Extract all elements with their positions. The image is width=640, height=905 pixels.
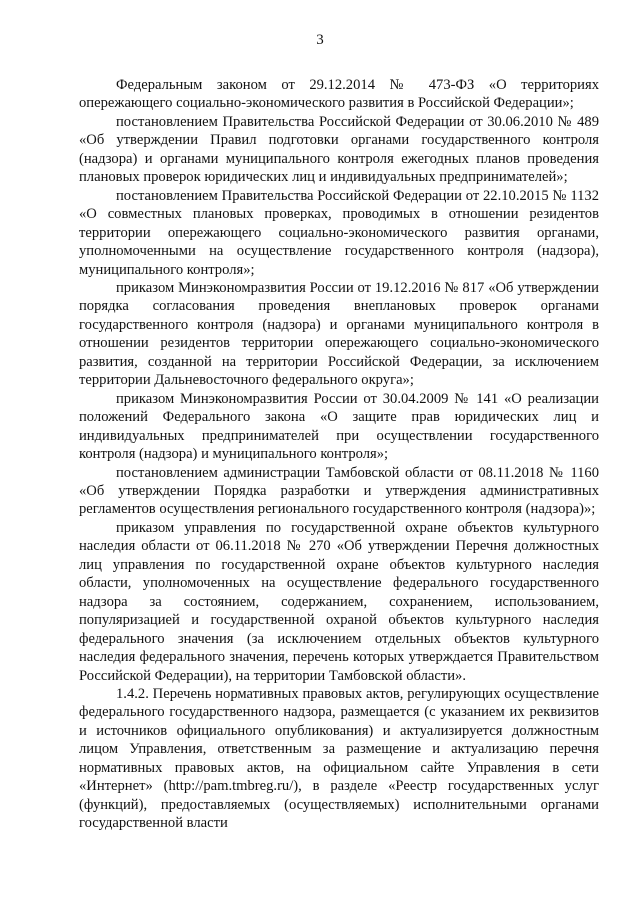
paragraph-federal-law-473: Федеральным законом от 29.12.2014 № 473-ФЗ «О территориях опережающего социально-экономического развития в Российской Федерации»;	[79, 77, 599, 112]
document-body	[79, 76, 599, 833]
paragraph-resolution-1160: постановлением администрации Тамбовской области от 08.11.2018 № 1160 «Об утверждении Порядка разработки и утверждения административных регламентов осуществления регионального государственного контроля (надзора)»;	[79, 464, 599, 518]
paragraph-resolution-489: постановлением Правительства Российской Федерации от 30.06.2010 № 489 «Об утверждении Правил подготовки органами государственного контроля (надзора) и органами муниципального контроля ежегодных планов проведения плановых проверок юридических лиц и индивидуальных предпринимателей»;	[79, 113, 599, 186]
paragraph-order-817: приказом Минэкономразвития России от 19.12.2016 № 817 «Об утверждении порядка согласования проведения внеплановых проверок органами государственного контроля (надзора) и органами муниципального контроля в отношении резидентов территории опережающего социально-экономического развития, созданной на территории Российской Федерации, за исключением территории Дальневосточного федерального округа»;	[79, 279, 599, 389]
paragraph-order-270: приказом управления по государственной охране объектов культурного наследия области от 06.11.2018 № 270 «Об утверждении Перечня должностных лиц управления по государственной охране объектов культурного наследия области, уполномоченных на осуществление федерального государственного надзора за состоянием, содержанием, сохранением, использованием, популяризацией и государственной охраной объектов культурного наследия федерального значения (за исключением отдельных объектов культурного наследия федерального значения, перечень которых утверждается Правительством Российской Федерации), на территории Тамбовской области».	[79, 519, 599, 684]
paragraph-resolution-1132: постановлением Правительства Российской Федерации от 22.10.2015 № 1132 «О совместных плановых проверках, проводимых в отношении резидентов территории опережающего социально-экономического развития органами, уполномоченными на осуществление государственного контроля (надзора), муниципального контроля»;	[79, 187, 599, 278]
paragraph-section-1-4-2: 1.4.2. Перечень нормативных правовых актов, регулирующих осуществление федерального государственного надзора, размещается (с указанием их реквизитов и источников официального опубликования) и актуализируется должностным лицом Управления, ответственным за размещение и актуализацию перечня нормативных правовых актов, на официальном сайте Управления в сети «Интернет» (http://pam.tmbreg.ru/), в разделе «Реестр государственных услуг (функций), предоставляемых (осуществляемых) исполнительными органами государственной власти	[79, 685, 599, 832]
page-number: 3	[316, 32, 324, 48]
paragraph-order-141: приказом Минэкономразвития России от 30.04.2009 № 141 «О реализации положений Федерального закона «О защите прав юридических лиц и индивидуальных предпринимателей при осуществлении государственного контроля (надзора) и муниципального контроля»;	[79, 390, 599, 463]
